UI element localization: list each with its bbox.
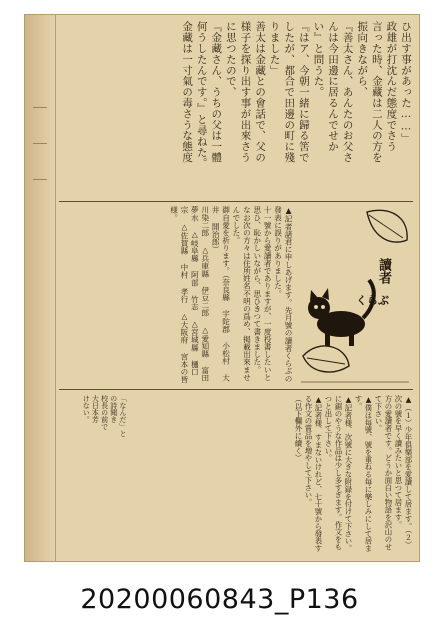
story-line: 『金藏さん、うちの父は一體 — [210, 21, 223, 163]
letter-paragraph: 方の愛讀者です。どうか面白い物語を沢山のせて下さい。 — [374, 395, 393, 551]
story-line: 振向きながら、 — [356, 21, 369, 98]
tail-line: の詩聞き — [109, 395, 118, 423]
club-title: 讀者 — [376, 258, 391, 284]
tail-line: 「なんだ」と — [119, 395, 127, 437]
story-line: したが、都合で田邊の町に殘 — [283, 21, 296, 163]
letter-paragraph: ▲僕は每號、號を重ねる毎に樂しみにして居ます。 — [354, 395, 373, 552]
story-line: い』と問うた。 — [312, 21, 325, 98]
letter-paragraph: に鋸のやうな作品は少し多すぎます。作文をもつと出して下さい。 — [324, 395, 343, 551]
club-paragraph: 川染二郎 △兵庫縣 伊豆二郎 △愛知縣 富田 夢水 △岐阜縣 阿部 竹志 △宮城縣 樋口 宗 △佐賀縣 中村 孝行 △大阪府 宮本の皆様。 — [169, 206, 210, 383]
story-line: に思つたので、 — [224, 21, 237, 98]
story-line: りました」 — [268, 21, 281, 76]
leaf-illustration — [367, 210, 407, 242]
story-line: 『はア、今朝一緒に歸る筈で — [297, 21, 310, 163]
club-paragraph: ▲記者諸君に申しあげます。先月號の讀者くらぶの發表に誤りがありました。 — [273, 206, 293, 383]
section-divider — [59, 201, 413, 202]
club-paragraph: なお次の方々は住所姓名不明の爲め、掲載出來ませんでした。 — [231, 206, 252, 381]
story-text — [180, 21, 414, 197]
story-line: 言った時、金藏は二人の方を — [370, 21, 383, 163]
binding-spine — [25, 15, 56, 561]
tail-line: 校長の前で — [100, 395, 109, 430]
letter-paragraph: ▲記者様、すまないけれど、七十號から發表する作文の賞品を増やして下さい。 — [304, 395, 323, 552]
spine-mark — [33, 107, 47, 108]
story-line: 何うしたんです。』と尋ねた。 — [195, 21, 208, 169]
tail-line: 大日本芳 — [91, 395, 100, 423]
spine-mark — [33, 143, 47, 144]
club-tail-text — [65, 395, 127, 479]
club-header-box — [297, 206, 413, 384]
archive-id-caption: 20200060843_P136 — [80, 584, 359, 615]
club-illustration — [297, 206, 413, 384]
club-paragraph: 十一號から愛讀者でありますが、一度投書したいと思ひ、恥かしいながら、思ひきつて書きました。 — [252, 206, 273, 381]
cat-illustration — [308, 280, 374, 346]
club-subtitle: くらぶ — [356, 294, 389, 307]
story-line: 様子を探り出す事が出來さう — [239, 21, 252, 163]
story-line: 『善太さん、あんたのお父さ — [341, 21, 354, 163]
newspaper-page — [24, 14, 420, 562]
story-line: ひ出す事があった……」 — [400, 21, 412, 144]
bottom-letters — [293, 395, 413, 553]
club-text — [168, 206, 293, 384]
story-line: 金藏は一寸氣の毒さうな態度 — [181, 21, 194, 163]
spine-mark — [33, 179, 47, 180]
letter-paragraph: ▲記者様、次號に大きな附録を付けて下さい。 — [344, 395, 353, 552]
story-line: 政雄が打沈んだ態度でさう — [385, 21, 398, 152]
continued-note: （以下欄外に續く） — [294, 395, 303, 462]
letter-paragraph: ▲（１）少年俱樂部を愛讀して居ます。（２）次の號を早く讀みたいと思つて居ます。 — [394, 395, 413, 549]
tail-line: けない。 — [82, 395, 91, 423]
section-divider — [59, 389, 413, 390]
story-line: 善太は金藏との會話で、父の — [254, 21, 267, 163]
story-line: んは今田邊に居るんでせか — [327, 21, 340, 152]
club-paragraph: 御自愛を祈ります。（奈良縣 宇陀郡 小松村 大井 開治郎） — [211, 206, 231, 382]
